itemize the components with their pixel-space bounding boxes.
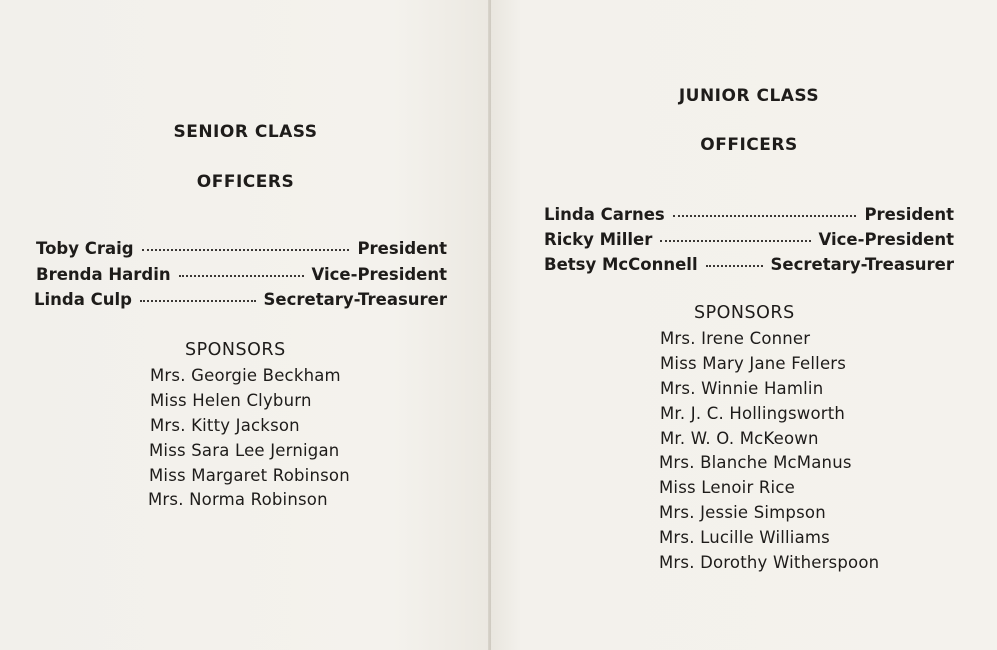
junior-sponsor-item: Mrs. Blanche McManus	[659, 453, 852, 472]
senior-class-title: SENIOR CLASS	[173, 122, 318, 142]
dot-leader	[673, 215, 857, 217]
senior-sponsor-item: Miss Margaret Robinson	[149, 466, 350, 485]
dot-leader	[706, 265, 763, 267]
senior-sponsor-item: Mrs. Georgie Beckham	[150, 366, 341, 385]
officer-role: Secretary-Treasurer	[770, 255, 954, 274]
junior-sponsor-item: Mr. J. C. Hollingsworth	[660, 404, 846, 423]
junior-officer-row-vice-president	[544, 230, 954, 249]
junior-sponsor-item: Mrs. Irene Conner	[660, 329, 811, 348]
dot-leader	[660, 240, 810, 242]
senior-officer-row-secretary-treasurer	[34, 290, 447, 309]
officer-role: Vice-President	[818, 230, 954, 249]
dot-leader	[179, 275, 304, 277]
junior-officer-row-president	[544, 205, 954, 224]
officer-name: Toby Craig	[36, 239, 134, 258]
officer-role: Secretary-Treasurer	[263, 290, 447, 309]
officer-name: Linda Carnes	[544, 205, 665, 224]
junior-sponsor-item: Mrs. Winnie Hamlin	[660, 379, 824, 398]
senior-officer-row-president	[36, 239, 447, 258]
junior-officer-row-secretary-treasurer	[544, 255, 954, 274]
left-page	[0, 0, 491, 650]
officer-role: President	[864, 205, 954, 224]
junior-sponsors-heading: SPONSORS	[694, 303, 795, 323]
right-page	[491, 0, 997, 650]
officer-name: Linda Culp	[34, 290, 132, 309]
junior-sponsor-item: Mrs. Lucille Williams	[659, 528, 830, 547]
junior-sponsor-item: Miss Lenoir Rice	[659, 478, 795, 497]
senior-sponsor-item: Mrs. Kitty Jackson	[150, 416, 300, 435]
junior-sponsor-item: Mrs. Dorothy Witherspoon	[659, 553, 880, 572]
officer-role: Vice-President	[311, 265, 447, 284]
senior-officers-heading: OFFICERS	[196, 172, 295, 192]
dot-leader	[142, 249, 350, 251]
senior-sponsor-item: Miss Helen Clyburn	[150, 391, 312, 410]
senior-sponsor-item: Mrs. Norma Robinson	[148, 490, 328, 509]
officer-role: President	[357, 239, 447, 258]
junior-class-title: JUNIOR CLASS	[678, 86, 820, 106]
junior-sponsor-item: Miss Mary Jane Fellers	[660, 354, 847, 373]
junior-sponsor-item: Mr. W. O. McKeown	[660, 429, 819, 448]
officer-name: Betsy McConnell	[544, 255, 698, 274]
dot-leader	[140, 300, 256, 302]
senior-officer-row-vice-president	[36, 265, 447, 284]
junior-sponsor-item: Mrs. Jessie Simpson	[659, 503, 826, 522]
officer-name: Brenda Hardin	[36, 265, 171, 284]
senior-sponsors-heading: SPONSORS	[185, 340, 286, 360]
senior-sponsor-item: Miss Sara Lee Jernigan	[149, 441, 340, 460]
officer-name: Ricky Miller	[544, 230, 653, 249]
junior-officers-heading: OFFICERS	[700, 135, 798, 155]
